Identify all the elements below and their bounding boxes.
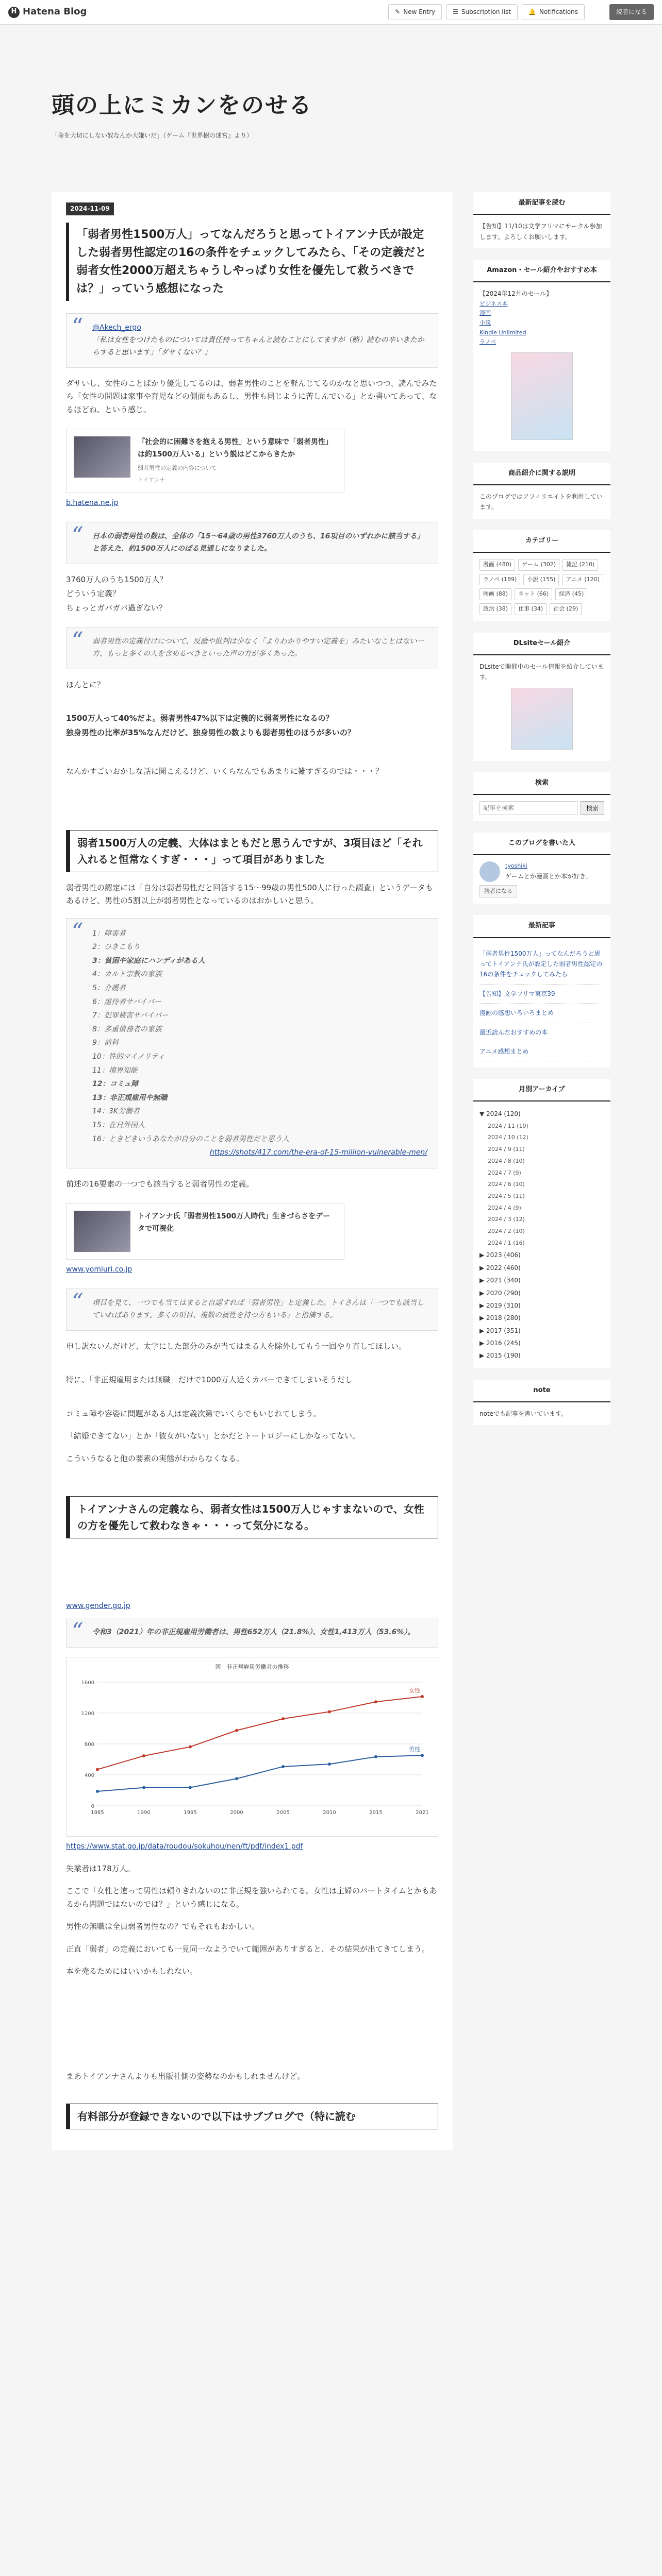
category-tag[interactable]: 社会 (29) <box>550 603 582 615</box>
dlsite-banner[interactable] <box>511 688 573 750</box>
recent-article-link[interactable]: アニメ感想まとめ <box>479 1042 604 1061</box>
widget-amazon <box>473 260 610 451</box>
archive-link[interactable]: ▶ 2017 (351) <box>479 1327 521 1334</box>
x-tick-label: 1995 <box>184 1810 197 1816</box>
embed-card[interactable] <box>66 1203 344 1260</box>
subscription-list-button[interactable]: ☰ Subscription list <box>446 4 518 20</box>
quote-icon: “ <box>72 314 84 341</box>
series-line <box>97 1756 422 1792</box>
paragraph: まあトイアンナさんよりも出版社側の姿勢なのかもしれませんけど。 <box>66 2071 305 2081</box>
chart-title: 図 非正規雇用労働者の推移 <box>215 1663 289 1670</box>
paragraph: どういう定義？ <box>66 589 121 598</box>
widget-heading: 検索 <box>473 772 610 795</box>
amazon-item-link[interactable]: ラノベ <box>479 338 496 346</box>
stat-pdf-link[interactable]: https://www.stat.go.jp/data/roudou/sokuhou/nen/ft/pdf/index1.pdf <box>66 1842 303 1851</box>
archive-link[interactable]: ▶ 2020 (290) <box>479 1289 521 1297</box>
recent-article-link[interactable]: 【告知】文学フリマ東京39 <box>479 985 604 1004</box>
data-point <box>328 1763 331 1766</box>
paragraph: 「結婚できてない」とか「彼女がいない」とかだとトートロジーにしかなってない。 <box>66 1431 360 1441</box>
profile-name[interactable]: tyoshiki <box>505 862 527 870</box>
archive-link[interactable]: 2024 / 2 (10) <box>488 1227 525 1234</box>
criteria-item: 2：ひきこもり <box>92 943 140 952</box>
archive-link[interactable]: 2024 / 8 (10) <box>488 1157 525 1164</box>
follow-button[interactable]: 読者になる <box>479 885 517 898</box>
section-heading: トイアンナさんの定義なら、弱者女性は1500万人じゃすまないので、女性の方を優先して救わなきゃ・・・って気分になる。 <box>66 1496 438 1538</box>
quote-icon: “ <box>72 1618 84 1645</box>
criteria-item: 15：在日外国人 <box>92 1121 145 1129</box>
widget-heading: 月別アーカイブ <box>473 1079 610 1101</box>
embed-subtitle: 弱者男性の定義の内容について <box>138 464 217 471</box>
embed-card[interactable] <box>66 429 344 493</box>
blog-header <box>0 25 662 192</box>
recent-article-link[interactable]: 漫画の感想いろいろまとめ <box>479 1004 604 1023</box>
embed-thumbnail <box>74 1211 130 1252</box>
blog-description: 「命を大切にしない奴なんか大嫌いだ」（ゲーム『世界樹の迷宮』より） <box>52 131 253 139</box>
paragraph: 弱者男性の認定には「自分は弱者男性だと回答する15〜99歳の男性500人に行った調査」というデータもあるけど、男性の5割以上が弱者男性となっているのはおかしいと思う。 <box>66 883 433 906</box>
embed-source: トイアンナ <box>138 477 166 484</box>
criteria-item: 14：3K労働者 <box>92 1107 140 1116</box>
paragraph: 正直「弱者」の定義においても一見同一なようでいて範囲がありすぎると、その結果が出てきてしまう。 <box>66 1944 430 1954</box>
widget-note <box>473 1380 610 1425</box>
archive-link[interactable]: ▶ 2015 (190) <box>479 1352 521 1360</box>
widget-body: noteでも記事を書いています。 <box>479 1410 568 1417</box>
amazon-item-link[interactable]: Kindle Unlimited <box>479 329 526 336</box>
subscribe-button[interactable]: 読者になる <box>609 4 654 20</box>
recent-article-link[interactable]: 「弱者男性1500万人」ってなんだろうと思ってトイアンナ氏が設定した弱者男性認定の16の条件をチェックしてみたら <box>479 944 604 985</box>
embed-link[interactable]: b.hatena.ne.jp <box>66 499 119 507</box>
criteria-item: 16：ときどきいうあなたが自分のことを弱者男性だと思う人 <box>92 1134 289 1143</box>
paragraph: 特に、「非正規雇用または無職」だけで1000万人近くカバーできてしまいそうだし <box>66 1375 353 1385</box>
category-tag[interactable]: 映画 (88) <box>479 588 511 600</box>
widget-heading: note <box>473 1380 610 1402</box>
data-point <box>374 1755 377 1758</box>
widget-heading: 最新記事 <box>473 915 610 938</box>
widget-archive <box>473 1079 610 1368</box>
intro-quote <box>66 313 438 367</box>
paragraph: ダサいし、女性のことばかり優先してるのは、弱者男性のことを軽んじてるのかなと思いつつ、読んでみたら「女性の問題は家事や育児などの側面もあるし、男性も同じように苦しんでいる」とか書いてあって、なるほどね、という感じ。 <box>66 378 437 414</box>
archive-link[interactable]: 2024 / 10 (12) <box>488 1134 528 1141</box>
search-input[interactable] <box>479 801 577 815</box>
search-button[interactable]: 検索 <box>581 801 604 815</box>
criteria-item: 12：コミュ障 <box>92 1080 139 1089</box>
criteria-item: 7：犯罪被害サバイバー <box>92 1011 169 1020</box>
archive-link[interactable]: 2024 / 11 (10) <box>488 1122 528 1129</box>
quote-block: “ 項目を見て、一つでも当てはまると自認すれば「弱者男性」と定義した。トイさんは「一つでも該当していればあります。多くの項目、複数の属性を持つ方もいる」と指摘する。 <box>66 1289 438 1331</box>
archive-link[interactable]: ▶ 2022 (460) <box>479 1264 521 1272</box>
twitter-link[interactable]: @Akech_ergo <box>92 324 141 332</box>
quote-icon: “ <box>72 628 84 654</box>
widget-text: 【2024年12月のセール】 <box>479 290 553 298</box>
y-tick-label: 1200 <box>81 1711 94 1717</box>
recent-article-link[interactable]: 最近読んだおすすめの本 <box>479 1023 604 1042</box>
criteria-item: 4：カルト宗教の家族 <box>92 970 162 979</box>
sidebar <box>473 192 610 2150</box>
paragraph: 男性の無職は全員弱者男性なの？でもそれもおかしい。 <box>66 1922 260 1931</box>
widget-recent <box>473 915 610 1067</box>
category-tag[interactable]: 雑記 (210) <box>562 559 598 571</box>
archive-link[interactable]: 2024 / 9 (11) <box>488 1146 525 1153</box>
quote-block: “ 弱者男性の定義付けについて、反論や批判は少なく「よりわかりやすい定義を」みたいなことはない一方、もっと多くの人を含めるべきといった声の方が多くあった。 <box>66 627 438 669</box>
archive-link[interactable]: ▶ 2016 (245) <box>479 1340 521 1347</box>
y-tick-label: 0 <box>91 1804 94 1810</box>
x-tick-label: 1990 <box>137 1810 151 1816</box>
archive-link[interactable]: 2024 / 4 (9) <box>488 1204 521 1211</box>
archive-link[interactable]: 2024 / 7 (9) <box>488 1169 521 1176</box>
x-tick-label: 2005 <box>276 1810 290 1816</box>
archive-link[interactable]: ▶ 2021 (340) <box>479 1277 521 1284</box>
new-entry-button[interactable]: ✎ New Entry <box>388 4 442 20</box>
quote-block: “ 日本の弱者男性の数は、全体の「15〜64歳の男性3760万人のうち、16項目のいずれかに該当する」と答えた、約1500万人にのぼる見通しになりました。 <box>66 522 438 564</box>
data-point <box>328 1710 331 1714</box>
article-title[interactable]: 「弱者男性1500万人」ってなんだろうと思ってトイアンナ氏が設定した弱者男性認定の16の条件をチェックしてみたら、「その定義だと弱者女性2000万超えちゃうしやっぱり女性を優先して救うべきでは？」っていう感想になった <box>66 223 438 301</box>
paragraph: 独身男性の比率が35%なんだけど、独身男性の数よりも弱者男性のほうが多いの？ <box>66 727 355 737</box>
legend-label: 男性 <box>409 1746 420 1753</box>
category-tag[interactable]: ラノベ (189) <box>479 574 520 586</box>
data-point <box>96 1768 99 1771</box>
x-tick-label: 2015 <box>369 1810 383 1816</box>
section-heading: 有料部分が登録できないので以下はサブブログで（特に読む <box>66 2104 438 2129</box>
avatar[interactable] <box>479 861 500 882</box>
category-tag[interactable]: 仕事 (34) <box>515 603 547 615</box>
category-tag[interactable]: 小説 (155) <box>523 574 559 586</box>
widget-body: このブログではアフィリエイトを利用しています。 <box>479 493 603 511</box>
archive-link[interactable]: ▶ 2018 (280) <box>479 1314 521 1322</box>
category-tag[interactable]: アニメ (120) <box>562 574 603 586</box>
archive-link[interactable]: ▶ 2019 (310) <box>479 1301 521 1309</box>
paragraph: 前述の16要素の一つでも該当すると弱者男性の定義。 <box>66 1179 254 1189</box>
widget-profile <box>473 833 610 904</box>
category-tag[interactable]: 漫画 (480) <box>479 559 515 571</box>
y-tick-label: 400 <box>84 1773 94 1779</box>
hatena-logo[interactable] <box>8 4 87 20</box>
paragraph: 失業者は178万人。 <box>66 1863 135 1873</box>
data-point <box>374 1701 377 1704</box>
logo-text: Hatena Blog <box>23 6 87 18</box>
category-tag[interactable]: ゲーム (302) <box>518 559 559 571</box>
paragraph: コミュ障や容姿に問題がある人は定義次第でいくらでもいじれてしまう。 <box>66 1409 321 1418</box>
article <box>52 192 453 2150</box>
data-point <box>421 1695 424 1698</box>
criteria-item: 5：介護者 <box>92 984 126 992</box>
embed-title: トイアンナ氏「弱者男性1500万人時代」生きづらさをデータで可視化 <box>138 1212 330 1233</box>
paragraph: 3760万人のうち1500万人？ <box>66 574 168 584</box>
criteria-item: 8：多重債務者の家族 <box>92 1025 162 1033</box>
widget-heading: Amazon・セール紹介やおすすめ本 <box>473 260 610 282</box>
data-point <box>189 1745 192 1749</box>
paragraph: 本を売るためにはいいかもしれない。 <box>66 1967 198 1976</box>
paragraph: ここで「女性と違って男性は頼りきれないのに非正規を強いられてる。女性は主婦のパートタイムとかもあるから問題ではないのでは？」という感じになる。 <box>66 1886 437 1909</box>
paragraph: ほんとに？ <box>66 680 105 689</box>
pencil-icon: ✎ <box>395 8 401 16</box>
archive-link[interactable]: 2024 / 1 (16) <box>488 1239 525 1246</box>
x-tick-label: 1985 <box>91 1810 104 1816</box>
widget-search <box>473 772 610 821</box>
archive-link[interactable]: ▶ 2023 (406) <box>479 1251 521 1259</box>
data-point <box>235 1777 238 1781</box>
amazon-item-link[interactable]: 小説 <box>479 319 491 326</box>
widget-dlsite <box>473 633 610 761</box>
x-tick-label: 2021 <box>416 1810 429 1816</box>
notifications-button[interactable]: 🔔 Notifications <box>522 4 585 20</box>
data-point <box>142 1786 145 1789</box>
widget-categories <box>473 530 610 621</box>
line-chart <box>72 1672 433 1826</box>
data-point <box>282 1717 285 1720</box>
criteria-item: 1：障害者 <box>92 929 126 938</box>
list-icon: ☰ <box>453 8 458 16</box>
quote-icon: “ <box>72 1289 84 1315</box>
paragraph: 1500万人って40%だよ。弱者男性47%以下は定義的に弱者男性になるの？ <box>66 714 334 723</box>
blog-title[interactable]: 頭の上にミカンをのせる <box>52 92 312 118</box>
data-point <box>421 1754 424 1757</box>
chart-container <box>66 1657 438 1837</box>
data-point <box>96 1790 99 1793</box>
quote-block: “ 令和3（2021）年の非正規雇用労働者は、男性652万人（21.8%）、女性1,413万人（53.6%）。 <box>66 1618 438 1648</box>
widget-heading: カテゴリー <box>473 530 610 553</box>
x-tick-label: 2000 <box>230 1810 243 1816</box>
category-tag[interactable]: 経済 (45) <box>555 588 587 600</box>
category-tag[interactable]: 政治 (38) <box>479 603 511 615</box>
widget-heading: 最新記事を読む <box>473 192 610 215</box>
criteria-list <box>66 918 438 1168</box>
paragraph: 申し訳ないんだけど、太字にした部分のみが当てはまる人を除外してもう一回やり直してほしい。 <box>66 1341 407 1351</box>
criteria-item: 3：貧困や家庭にハンディがある人 <box>92 956 205 965</box>
widget-heading: 商品紹介に関する説明 <box>473 463 610 485</box>
widget-affiliate <box>473 463 610 519</box>
section-heading: 弱者1500万人の定義、大体はまともだと思うんですが、3項目ほど「それ入れると恒常なくすぎ・・・」って項目がありました <box>66 830 438 872</box>
quote-icon: “ <box>72 522 84 549</box>
archive-link[interactable]: 2024 / 6 (10) <box>488 1181 525 1188</box>
criteria-item: 10：性的マイノリティ <box>92 1052 165 1061</box>
bell-icon: 🔔 <box>528 8 536 16</box>
x-tick-label: 2010 <box>323 1810 336 1816</box>
main-content <box>52 192 453 2150</box>
legend-label: 女性 <box>409 1687 420 1694</box>
archive-link[interactable]: 2024 / 3 (12) <box>488 1216 525 1223</box>
widget-body: 【告知】11/10は文学フリマにサークル参加します。よろしくお願いします。 <box>479 223 602 241</box>
amazon-item-link[interactable]: ビジネス本 <box>479 300 508 307</box>
chart-source-link[interactable]: www.gender.go.jp <box>66 1602 130 1611</box>
archive-link[interactable]: ▼ 2024 (120) <box>479 1110 521 1118</box>
archive-link[interactable]: 2024 / 5 (11) <box>488 1192 525 1199</box>
series-line <box>97 1697 422 1769</box>
embed-thumbnail <box>74 436 130 478</box>
embed-title: 『社会的に困難さを抱える男性」という意味で「弱者男性」は約1500万人いる」という説はどこからきたか <box>138 438 333 459</box>
profile-text: ゲームとか漫画とか本が好き。 <box>505 872 592 880</box>
data-point <box>189 1786 192 1789</box>
criteria-item: 9：前科 <box>92 1039 119 1047</box>
paragraph: なんかすごいおかしな話に聞こえるけど、いくらなんでもあまりに雑すぎるのでは・・・？ <box>66 767 384 776</box>
data-point <box>282 1765 285 1768</box>
widget-latest <box>473 192 610 248</box>
paragraph: こういうなると他の要素の実態がわからなくなる。 <box>66 1453 244 1463</box>
list-source-link[interactable]: https://shots/417.com/the-era-of-15-million-vulnerable-men/ <box>209 1148 427 1157</box>
criteria-item: 13：非正規雇用や無職 <box>92 1093 168 1102</box>
data-point <box>142 1754 145 1757</box>
embed-link[interactable]: www.yomiuri.co.jp <box>66 1265 133 1274</box>
global-header <box>0 0 662 25</box>
criteria-item: 6：虐待者サバイバー <box>92 997 161 1006</box>
criteria-item: 11：境界知能 <box>92 1066 138 1075</box>
category-tag[interactable]: ネット (66) <box>515 588 552 600</box>
data-point <box>235 1729 238 1732</box>
widget-text: DLsiteで開催中のセール情報を紹介しています。 <box>479 663 604 681</box>
article-date[interactable]: 2024-11-09 <box>66 202 114 215</box>
quote-icon: “ <box>72 918 84 945</box>
widget-heading: このブログを書いた人 <box>473 833 610 855</box>
intro-quote-text: 「私は女性をつけたものについては責任持ってちゃんと読むことにしてますが（略）読むの辛いきたからすると思います」「ダサくない？」 <box>92 336 424 357</box>
widget-heading: DLsiteセール紹介 <box>473 633 610 655</box>
y-tick-label: 1600 <box>81 1680 94 1686</box>
hatena-logo-icon: H <box>8 7 20 18</box>
amazon-item-link[interactable]: 漫画 <box>479 310 491 317</box>
book-cover-image[interactable] <box>511 352 573 440</box>
y-tick-label: 800 <box>84 1742 94 1748</box>
paragraph: ちょっとガバガバ過ぎない？ <box>66 603 167 613</box>
